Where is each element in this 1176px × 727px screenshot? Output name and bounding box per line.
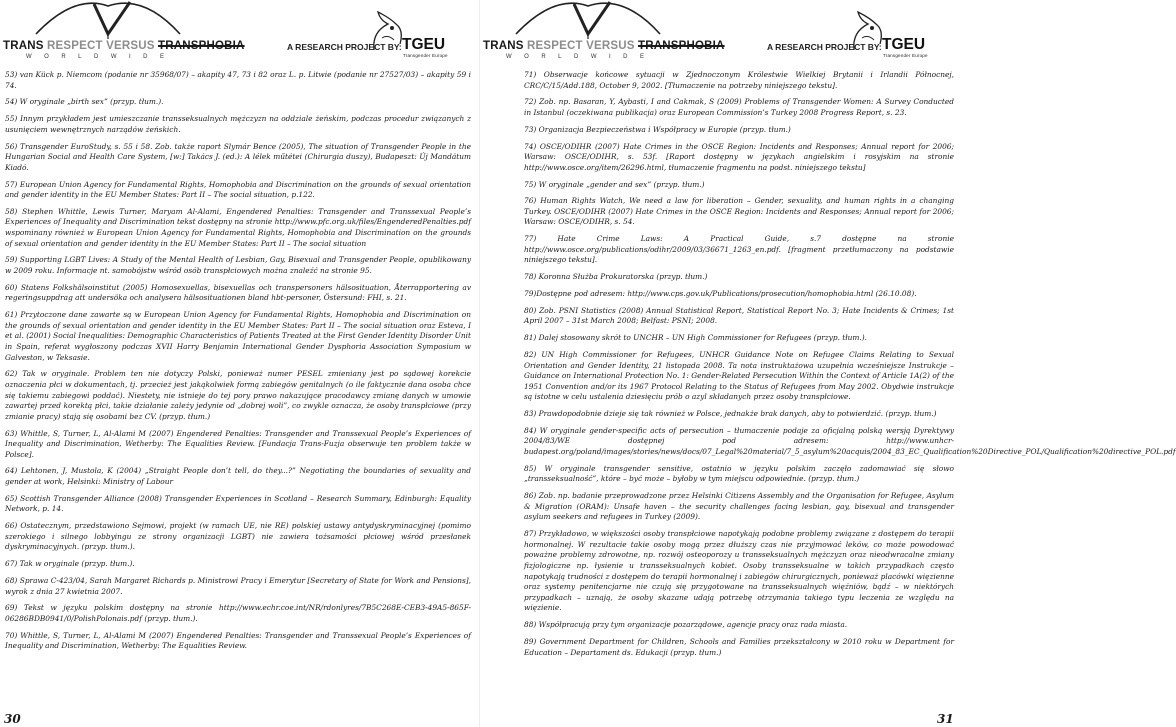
partner-subtitle: Transgender Europe [403, 53, 448, 58]
brand-subtitle: WORLDWIDE [506, 54, 657, 60]
footnote: 58) Stephen Whittle, Lewis Turner, Maryam Al-Alami, Engendered Penalties: Transgender and Transsexual People’s Experiences of Inequality and Discrimination tekst dostępny na stronie http://www.pfc.org.uk/files/EngenderedPenalties.pdf wspominany również w European Union Agency for Fundamental Rights, Homophobia and Discrimination on the grounds of sexual orientation and gender identity in the EU Member States: Part II – The social situation [5, 206, 471, 248]
brand-subtitle: WORLDWIDE [26, 54, 177, 60]
footnotes-list [524, 70, 1176, 664]
footnote: 80) Zob. PSNI Statistics (2008) Annual Statistical Report, Statistical Report No. 3; Hate Incidents & Crimes; 1st April 2007 – 31st March 2008; Belfast: PSNI; 2008. [524, 305, 954, 326]
footnote: 81) Dalej stosowany skrót to UNCHR – UN High Commissioner for Refugees (przyp. tłum.). [524, 333, 867, 343]
footnote: 82) UN High Commissioner for Refugees, UNHCR Guidance Note on Refugee Claims Relating to Sexual Orientation and Gender Identity, 21 listopada 2008. Ta nota instruktażowa uzupełnia wcześniejsze Instrukcje – Guidance on International Protection No. 1: Gender-Related Persecution Within the Context of Article 1A(2) of the 1951 Convention and/or its 1967 Protocol Relating to the Status of Refugees from May 2002. Obydwie instrukcje są istotne w celu ustalenia dziesięciu prób o azyl składanych przez osoby transpłciowe. [524, 349, 954, 402]
footnote: 83) Prawdopodobnie dzieje się tak również w Polsce, jednakże brak danych, aby to potwierdzić. (przyp. tłum.) [524, 409, 937, 419]
footnote: 57) European Union Agency for Fundamental Rights, Homophobia and Discrimination on the grounds of sexual orientation and gender identity in the EU Member States: Part II – The social situation, p.122. [5, 179, 471, 200]
footnote: 84) W oryginale gender-specific acts of persecution – tłumaczenie podaje za oficjalną polską wersją Dyrektywy 2004/83/WE dostępnej pod adresem: http://www.unhcr-budapest.org/poland/images/stories/news/docs/07_Legal%20material/7_5_asylum%20acquis/2004_83_EC_Qualification%20Directive_POL/Qualification%20directive_POL.pdf [524, 425, 1176, 457]
brand-title [483, 40, 725, 52]
footnote: 54) W oryginale „birth sex” (przyp. tłum.). [5, 97, 164, 107]
page-header [480, 0, 960, 64]
footnote: 63) Whittle, S, Turner, L, Al-Alami M (2007) Engendered Penalties: Transgender and Transsexual People’s Experiences of Inequality and Discrimination, Wetherby: The Equalities Review. [Fundacja Trans-Fuzja obserwuje ten problem także w Polsce]. [5, 428, 471, 459]
footnote: 68) Sprawa C-423/04, Sarah Margaret Richards p. Ministrowi Pracy i Emerytur [Secretary of State for Work and Pensions], wyrok z dnia 27 kwietnia 2007. [5, 575, 471, 596]
footnotes-list [5, 70, 471, 658]
footnote: 85) W oryginale transgender sensitive, ostatnio w języku polskim zaczęło zadomawiać się słowo „transseksualność”, które – być może – byłoby w tym miejscu odpowiednie. (przyp. tłum.) [524, 463, 954, 484]
footnote: 71) Obserwacje końcowe sytuacji w Zjednoczonym Królestwie Wielkiej Brytanii i Irlandii Północnej, CRC/C/15/Add.188, October 9, 2002. [Tłumaczenie na potrzeby niniejszego tekstu]. [524, 70, 954, 90]
footnote: 64) Lehtonen, J, Mustola, K (2004) „Straight People don’t tell, do they...?” Negotiating the boundaries of sexuality and gender at work, Helsinki: Ministry of Labour [5, 466, 471, 487]
brand-part-trans: TRANS [483, 40, 528, 52]
brand-part-trans: TRANS [3, 40, 48, 52]
footnote: 86) Zob. np. badanie przeprowadzone przez Helsinki Citizens Assembly and the Organisation for Refugee, Asylum & Migration (ORAM): Unsafe haven – the security challenges facing lesbian, gay, bisexual and transgender asylum seekers and refugees in Turkey (2009). [524, 491, 954, 522]
footnote: 76) Human Rights Watch, We need a law for liberation – Gender, sexuality, and human rights in a changing Turkey. OSCE/ODIHR (2007) Hate Crimes in the OSCE Region: Incidents and Responses; Annual report for 2006; Warsaw: OSCE/ODIHR, s. 54. [524, 196, 954, 227]
footnote: 61) Przytoczone dane zawarte są w European Union Agency for Fundamental Rights, Homophobia and Discrimination on the grounds of sexual orientation and gender identity in the EU Member States: Part II – The social situation oraz Esteva, I et al. (2001) Social Inequalities: Demographic Characteristics of Patients Treated at the First Gender Identity Disorder Unit in Spain, referat wygłoszony podczas XVII Harry Benjamin International Gender Dysphoria Association Symposium w Galveston, w Teksasie. [5, 310, 471, 362]
partner-name: TGEU [882, 36, 926, 53]
footnote: 73) Organizacja Bezpieczeństwa i Współpracy w Europie (przyp. tłum.) [524, 124, 791, 134]
research-project-label: A RESEARCH PROJECT BY: [767, 42, 882, 52]
brand-part-transphobia: TRANSPHOBIA [638, 40, 725, 52]
tgeu-bird-logo-icon [850, 10, 886, 54]
footnote: 87) Przykładowo, w większości osoby transpłciowe napotykają podobne problemy związane z dostępem do terapii hormonalnej. W rezultacie takie osoby mogą przez dłuższy czas nie przyjmować leków, co może powodować poważne problemy zdrowotne, np. rozwój osteoporozy u transseksualnych mężczyzn oraz nieodwracalne zmiany fizjologiczne np. łysienie u transseksualnych kobiet. Osoby transseksualne w takich przypadkach często napotykają trudności z dostępem do terapii hormonalnej i zabiegów chirurgicznych, ponieważ placówki więzienne oraz systemy penitencjarne nie czują się przygotowane na transseksualnych więźniów, bądź – w niektórych przypadkach – uznają, że osoby skazane udają potrzebę otrzymania takiego typu leczenia ze względu na więzienie. [524, 529, 954, 613]
footnote: 77) Hate Crime Laws: A Practical Guide, s.7 dostępne na stronie http://www.osce.org/publications/odihr/2009/03/36671_1263_en.pdf. [fragment przetłumaczony na podstawie niniejszego tekstu]. [524, 234, 954, 265]
partner-subtitle: Transgender Europe [883, 53, 928, 58]
right-page [480, 0, 1176, 727]
footnote: 88) Współpracują przy tym organizacje pozarządowe, agencje pracy oraz rada miasta. [524, 620, 848, 630]
footnote: 69) Tekst w języku polskim dostępny na stronie http://www.echr.coe.int/NR/rdonlyres/7B5C268E-CEB3-49A5-865F-06286BDB0941/0/PolishPolonais.pdf (przyp. tłum.). [5, 603, 471, 623]
footnote: 89) Government Department for Children, Schools and Families przekształcony w 2010 roku w Department for Education – Departament ds. Edukacji (przyp. tłum.) [524, 636, 954, 657]
v-check-arc-logo-icon [34, 0, 182, 40]
page-header [0, 0, 480, 64]
footnote: 70) Whittle, S, Turner, L, Al-Alami M (2007) Engendered Penalties: Transgender and Transsexual People’s Experiences of Inequality and Discrimination, Wetherby: The Equalities Review. [5, 630, 471, 651]
research-project-label: A RESEARCH PROJECT BY: [287, 42, 402, 52]
footnote: 59) Supporting LGBT Lives: A Study of the Mental Health of Lesbian, Gay, Bisexual and Transgender People, opublikowany w 2009 roku. Informacje nt. samobójstw wśród osób transpłciowych można znaleźć na stronie 95. [5, 255, 471, 276]
tgeu-bird-logo-icon [370, 10, 406, 54]
footnote: 72) Zob. np. Basaran, Y, Aybasti, I and Cakmak, S (2009) Problems of Transgender Women: A Survey Conducted in Istanbul (oczekiwana publikacja) oraz European Commission’s Turkey 2008 Progress Report, s. 23. [524, 97, 954, 117]
left-page [0, 0, 480, 727]
page-number: 30 [4, 712, 21, 726]
footnote: 78) Koronna Służba Prokuratorska (przyp. tłum.) [524, 272, 708, 282]
brand-part-transphobia: TRANSPHOBIA [158, 40, 245, 52]
brand-part-respect: RESPECT VERSUS [47, 40, 159, 52]
page-number: 31 [937, 712, 954, 726]
brand-title [3, 40, 245, 52]
brand-part-respect: RESPECT VERSUS [527, 40, 639, 52]
footnote: 79)Dostępne pod adresem: http://www.cps.gov.uk/Publications/prosecution/homophobia.html (26.10.08). [524, 289, 917, 298]
partner-name: TGEU [402, 36, 446, 53]
footnote: 75) W oryginale „gender and sex” (przyp. tłum.) [524, 179, 705, 189]
footnote: 53) van Kück p. Niemcom (podanie nr 35968/07) – akapity 47, 73 i 82 oraz L. p. Litwie (podanie nr 27527/03) – akapity 59 i 74. [5, 70, 471, 90]
footnote: 65) Scottish Transgender Alliance (2008) Transgender Experiences in Scotland – Research Summary, Edinburgh: Equality Network, p. 14. [5, 493, 471, 514]
footnote: 55) Innym przykładem jest umieszczanie transseksualnych mężczyzn na oddziale żeńskim, podczas procedur związanych z usunięciem wewnętrznych narządów żeńskich. [5, 114, 471, 134]
footnote: 60) Statens Folkshälsoinstitut (2005) Homosexuellas, bisexuellas och transpersoners hälsosituation, Återrapportering av regeringsuppdrag att undersöka och analysera hälsosituationen bland hbt-personer, Östersund: FHI, s. 21. [5, 282, 471, 303]
footnote: 66) Ostatecznym, przedstawiono Sejmowi, projekt (w ramach UE, nie RE) polskiej ustawy antydyskryminacyjnej (pomimo szerokiego i silnego lobbyingu ze strony organizacji LGBT) nie zawiera tożsamości płciowej wśród przesłanek dyskryminacyjnych. (przyp. tłum.). [5, 521, 471, 552]
footnote: 62) Tak w oryginale. Problem ten nie dotyczy Polski, ponieważ numer PESEL zmieniany jest po sądowej korekcie oznaczenia płci w dokumentach, tj. przecież jest jakąkolwiek formą zabiegów genitalnych (o ile faktycznie dana osoba chce się takiemu zabiegowi poddać). Niestety, nie istnieje do tej pory prawo nakazujące pracodawcy zmianę danych w umowie zawartej przed korektą płci, takie działanie zależy jedynie od „dobrej woli”, co zwykle oznacza, że osoby transpłciowe (przy zmianie pracy) stają się osobami bez CV. (przyp. tłum.) [5, 369, 471, 421]
footnote: 74) OSCE/ODIHR (2007) Hate Crimes in the OSCE Region: Incidents and Responses; Annual report for 2006; Warsaw: OSCE/ODIHR, s. 53f. [Raport dostępny w językach angielskim i rosyjskim na stronie http://www.osce.org/item/26296.html, tłumaczenie fragmentu na podst. niniejszego tekstu] [524, 141, 954, 172]
footnote: 56) Transgender EuroStudy, s. 55 i 58. Zob. także raport Slymár Bence (2005), The situation of Transgender People in the Hungarian Social and Health Care System, [w:] Takács J. (ed.): A lélek műtétei (Chirurgia duszy), Budapeszt: Új Mandátum Kiadó. [5, 141, 471, 172]
footnote: 67) Tak w oryginale (przyp. tłum.). [5, 559, 135, 569]
v-check-arc-logo-icon [514, 0, 662, 40]
